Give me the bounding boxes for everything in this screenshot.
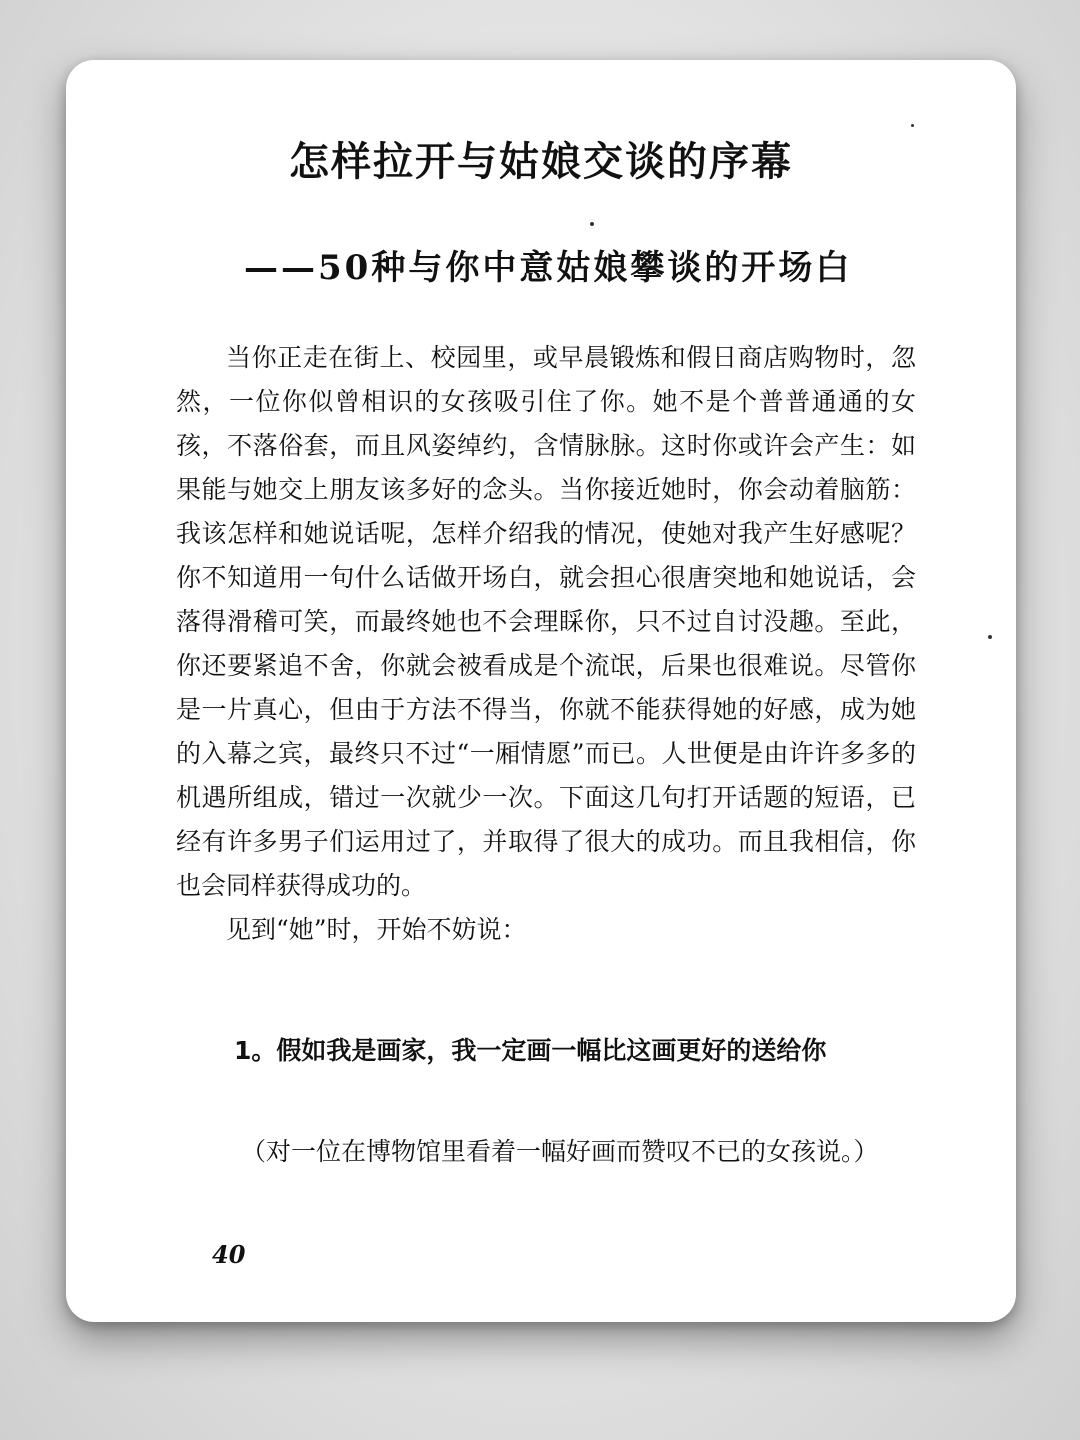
ink-speck [590, 222, 594, 226]
page-subtitle: ——50种与你中意姑娘攀谈的开场白 [244, 248, 853, 288]
ink-speck [911, 124, 914, 127]
paragraph-lead-in: 见到“她”时，开始不妨说： [226, 915, 527, 944]
ink-speck [988, 635, 992, 639]
book-page [66, 60, 1016, 1322]
body-text [176, 336, 916, 952]
item-note: （对一位在博物馆里看着一幅好画而赞叹不已的女孩说。） [241, 1137, 879, 1166]
paragraph-intro: 当你正走在街上、校园里，或早晨锻炼和假日商店购物时，忽然，一位你似曾相识的女孩吸引住了你。她不是个普普通通的女孩，不落俗套，而且风姿绰约，含情脉脉。这时你或许会产生：如果能与她交上朋友该多好的念头。当你接近她时，你会动着脑筋：我该怎样和她说话呢，怎样介绍我的情况，使她对我产生好感呢？你不知道用一句什么话做开场白，就会担心很唐突地和她说话，会落得滑稽可笑，而最终她也不会理睬你，只不过自讨没趣。至此，你还要紧追不舍，你就会被看成是个流氓，后果也很难说。尽管你是一片真心，但由于方法不得当，你就不能获得她的好感，成为她的入幕之宾，最终只不过“一厢情愿”而已。人世便是由许许多多的机遇所组成，错过一次就少一次。下面这几句打开话题的短语，已经有许多男子们运用过了，并取得了很大的成功。而且我相信，你也会同样获得成功的。 [176, 343, 916, 900]
page-number: 40 [212, 1240, 246, 1269]
page-title: 怎样拉开与姑娘交谈的序幕 [289, 139, 793, 185]
item-heading: 1。假如我是画家，我一定画一幅比这画更好的送给你 [234, 1036, 827, 1065]
